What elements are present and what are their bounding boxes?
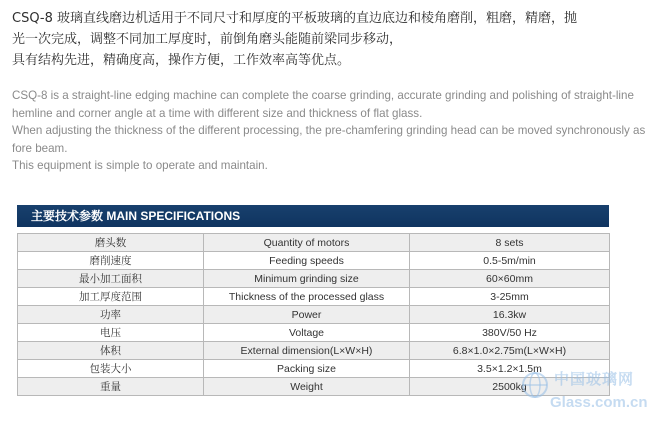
specifications-header — [17, 205, 609, 227]
spec-en-label: Weight — [204, 378, 410, 396]
watermark-en-text: Glass.com.cn — [550, 394, 648, 411]
intro-cn-line-2: 光一次完成，调整不同加工厚度时，前倒角磨头能随前梁同步移动， — [12, 32, 403, 47]
spec-row — [18, 324, 610, 342]
spec-cn-label: 包装大小 — [18, 360, 204, 378]
spec-value: 3.5×1.2×1.5m — [410, 360, 610, 378]
spec-row — [18, 378, 610, 396]
spec-value: 16.3kw — [410, 306, 610, 324]
intro-en-paragraph-2: When adjusting the thickness of the different processing, the pre-chamfering grinding head can be moved synchronously as fore beam. — [12, 124, 646, 155]
spec-cn-label: 磨削速度 — [18, 252, 204, 270]
spec-value: 6.8×1.0×2.75m(L×W×H) — [410, 342, 610, 360]
spec-row — [18, 342, 610, 360]
spec-row — [18, 306, 610, 324]
spec-en-label: Thickness of the processed glass — [204, 288, 410, 306]
spec-en-label: Power — [204, 306, 410, 324]
spec-row — [18, 234, 610, 252]
spec-row — [18, 360, 610, 378]
spec-en-label: Packing size — [204, 360, 410, 378]
spec-value: 0.5-5m/min — [410, 252, 610, 270]
spec-en-label: Quantity of motors — [204, 234, 410, 252]
spec-cn-label: 电压 — [18, 324, 204, 342]
spec-cn-label: 最小加工面积 — [18, 270, 204, 288]
spec-value: 60×60mm — [410, 270, 610, 288]
intro-cn-line-1: CSQ-8 玻璃直线磨边机适用于不同尺寸和厚度的平板玻璃的直边底边和棱角磨削，粗磨，精磨，抛 — [12, 11, 578, 26]
watermark-cn-text: 中国玻璃网 — [554, 370, 635, 388]
spec-cn-label: 体积 — [18, 342, 204, 360]
spec-value: 2500kg — [410, 378, 610, 396]
spec-row — [18, 252, 610, 270]
spec-cn-label: 重量 — [18, 378, 204, 396]
spec-value: 380V/50 Hz — [410, 324, 610, 342]
spec-cn-label: 功率 — [18, 306, 204, 324]
spec-en-label: Feeding speeds — [204, 252, 410, 270]
spec-en-label: Voltage — [204, 324, 410, 342]
spec-cn-label: 磨头数 — [18, 234, 204, 252]
spec-row — [18, 288, 610, 306]
specifications-title: 主要技术参数 MAIN SPECIFICATIONS — [31, 209, 241, 223]
spec-row — [18, 270, 610, 288]
intro-en-paragraph-1: CSQ-8 is a straight-line edging machine can complete the coarse grinding, accurate grinding and polishing of straight-line hemline and corner angle at a time with different size and thickness of flat glass. — [12, 89, 634, 120]
intro-cn-line-3: 具有结构先进，精确度高，操作方便，工作效率高等优点。 — [12, 53, 351, 68]
spec-value: 3-25mm — [410, 288, 610, 306]
spec-value: 8 sets — [410, 234, 610, 252]
intro-english — [12, 87, 662, 175]
intro-chinese — [12, 8, 662, 71]
spec-en-label: Minimum grinding size — [204, 270, 410, 288]
spec-en-label: External dimension(L×W×H) — [204, 342, 410, 360]
specifications-table — [17, 233, 610, 396]
spec-cn-label: 加工厚度范围 — [18, 288, 204, 306]
intro-en-paragraph-3: This equipment is simple to operate and maintain. — [12, 159, 268, 172]
